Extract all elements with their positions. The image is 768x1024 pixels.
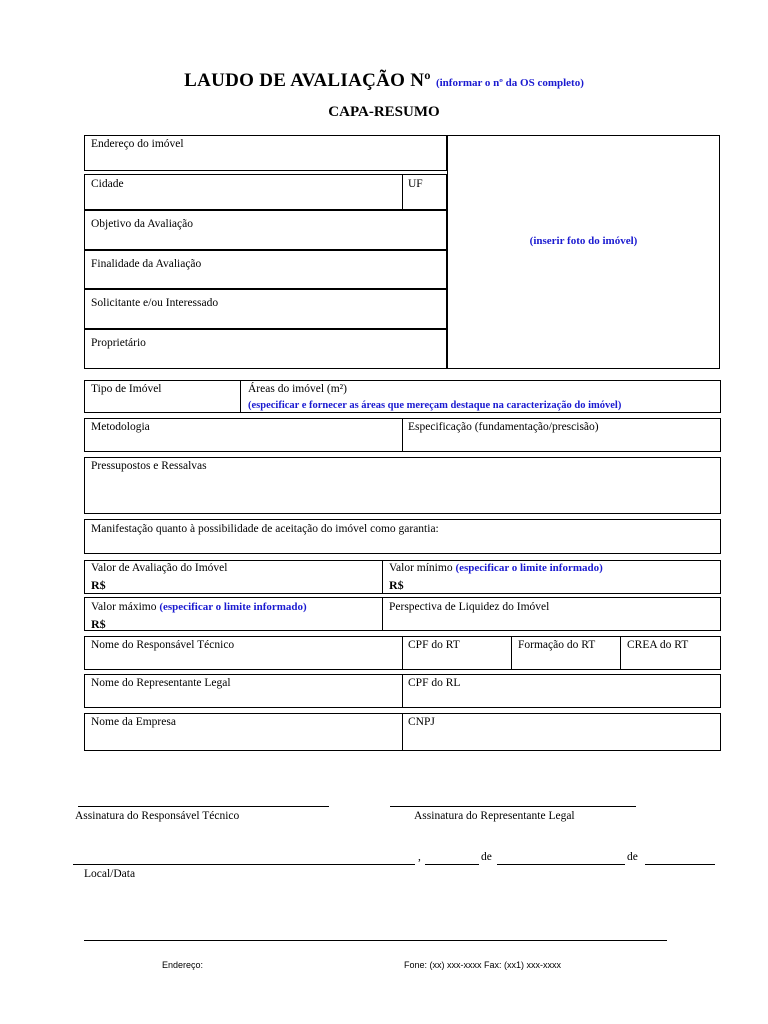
- signature-rl-label: Assinatura do Representante Legal: [414, 810, 575, 822]
- cidade-label: Cidade: [91, 178, 124, 190]
- solicitante-label: Solicitante e/ou Interessado: [91, 297, 219, 309]
- finalidade-label: Finalidade da Avaliação: [91, 258, 202, 270]
- proprietario-label: Proprietário: [91, 337, 146, 349]
- valor-maximo-currency: R$: [91, 617, 106, 631]
- cpf-rt-label: CPF do RT: [408, 639, 460, 651]
- signature-line-rl[interactable]: [390, 806, 636, 807]
- areas-note: (especificar e fornecer as áreas que mereçam destaque na caracterização do imóvel): [248, 400, 622, 411]
- comma-text: ,: [418, 851, 421, 863]
- nome-rl-label: Nome do Representante Legal: [91, 677, 231, 689]
- rt-divider-2: [511, 636, 512, 670]
- rt-divider-1: [402, 636, 403, 670]
- perspectiva-label: Perspectiva de Liquidez do Imóvel: [389, 601, 550, 613]
- nome-rt-label: Nome do Responsável Técnico: [91, 639, 235, 651]
- cnpj-label: CNPJ: [408, 716, 435, 728]
- photo-placeholder[interactable]: [447, 135, 720, 369]
- rt-divider-3: [620, 636, 621, 670]
- valor-minimo-label: [389, 561, 603, 575]
- title-note: (informar o nº da OS completo): [435, 77, 584, 89]
- endereco-label: Endereço do imóvel: [91, 138, 184, 150]
- metodologia-divider: [402, 418, 403, 452]
- valor-avaliacao-label: Valor de Avaliação do Imóvel: [91, 562, 228, 574]
- signature-rt-label: Assinatura do Responsável Técnico: [75, 810, 240, 822]
- formacao-rt-label: Formação do RT: [518, 639, 596, 651]
- valor-minimo-currency: R$: [389, 578, 404, 592]
- rl-divider: [402, 674, 403, 708]
- cpf-rl-label: CPF do RL: [408, 677, 461, 689]
- valor-avaliacao-currency: R$: [91, 578, 106, 592]
- valor-minimo-text: Valor mínimo: [389, 562, 453, 574]
- local-line[interactable]: [73, 864, 415, 865]
- footer-line: [84, 940, 667, 941]
- tipo-divider: [240, 380, 241, 413]
- cidade-uf-divider: [402, 174, 403, 210]
- objetivo-label: Objetivo da Avaliação: [91, 218, 193, 230]
- valor-maximo-divider: [382, 597, 383, 631]
- valor-maximo-label: [91, 600, 307, 614]
- footer-fone-fax: Fone: (xx) xxx-xxxx Fax: (xx1) xxx-xxxx: [404, 960, 562, 970]
- areas-label: Áreas do imóvel (m²): [248, 383, 347, 395]
- de-text-1: de: [481, 851, 492, 863]
- year-line[interactable]: [645, 864, 715, 865]
- valor-divider: [382, 560, 383, 594]
- valor-maximo-text: Valor máximo: [91, 601, 157, 613]
- especificacao-label: Especificação (fundamentação/prescisão): [408, 421, 599, 433]
- valor-minimo-note: (especificar o limite informado): [455, 562, 603, 574]
- valor-maximo-note: (especificar o limite informado): [159, 601, 307, 613]
- metodologia-label: Metodologia: [91, 421, 150, 433]
- nome-empresa-label: Nome da Empresa: [91, 716, 176, 728]
- footer-endereco: Endereço:: [162, 960, 204, 970]
- day-line[interactable]: [425, 864, 479, 865]
- empresa-divider: [402, 713, 403, 751]
- page-subtitle: CAPA-RESUMO: [328, 104, 440, 120]
- photo-placeholder-label: (inserir foto do imóvel): [529, 235, 638, 247]
- title-text: LAUDO DE AVALIAÇÃO Nº: [184, 70, 431, 91]
- de-text-2: de: [627, 851, 638, 863]
- signature-line-rt[interactable]: [78, 806, 329, 807]
- tipo-label: Tipo de Imóvel: [91, 383, 162, 395]
- pressupostos-label: Pressupostos e Ressalvas: [91, 460, 207, 472]
- local-data-label: Local/Data: [84, 868, 136, 880]
- cidade-field[interactable]: [84, 174, 447, 210]
- crea-rt-label: CREA do RT: [627, 639, 689, 651]
- uf-label: UF: [408, 178, 423, 190]
- page-title: [0, 70, 768, 92]
- month-line[interactable]: [497, 864, 625, 865]
- manifestacao-label: Manifestação quanto à possibilidade de aceitação do imóvel como garantia:: [91, 523, 439, 535]
